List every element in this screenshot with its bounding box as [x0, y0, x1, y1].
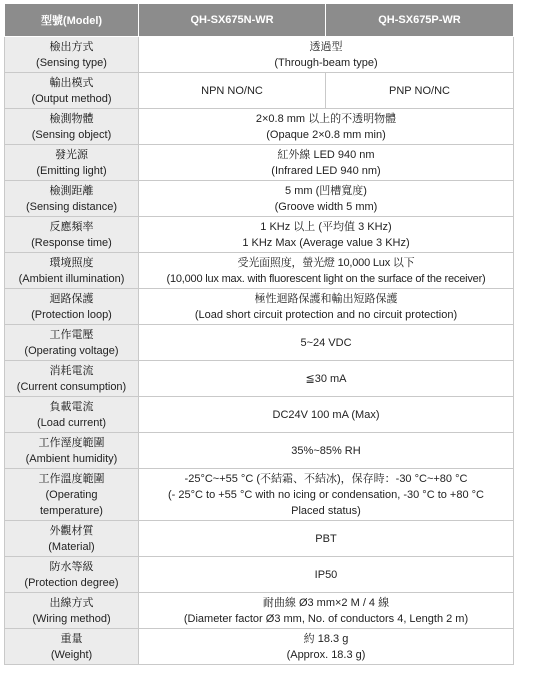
label-zh: 輸出模式 [49, 76, 94, 89]
label-en: (Emitting light) [36, 164, 107, 177]
table-row [5, 109, 514, 145]
value-line: (Diameter factor Ø3 mm, No. of conductors 4, Length 2 m) [183, 612, 469, 625]
value-line: (Opaque 2×0.8 mm min) [266, 128, 386, 141]
table-row [5, 181, 514, 217]
row-value [139, 593, 514, 629]
table-row [5, 469, 514, 521]
value-line: IP50 [314, 568, 338, 581]
row-value [139, 397, 514, 433]
table-row [5, 37, 514, 73]
label-zh: 環境照度 [49, 256, 94, 269]
label-en: (Sensing type) [36, 56, 107, 69]
row-value [139, 109, 514, 145]
row-value [139, 253, 514, 289]
row-value [139, 469, 514, 521]
row-value [139, 433, 514, 469]
model-npn-header: QH-SX675N-WR [139, 4, 326, 37]
value-line: (Groove width 5 mm) [274, 200, 378, 213]
table-row [5, 325, 514, 361]
value-line: 5 mm (凹槽寬度) [285, 184, 367, 197]
label-en: (Weight) [50, 648, 93, 661]
value-line: (Load short circuit protection and no circuit protection) [194, 308, 458, 321]
row-value [139, 521, 514, 557]
table-row [5, 253, 514, 289]
label-zh: 防水等級 [49, 560, 94, 573]
label-zh: 發光源 [55, 148, 88, 161]
model-pnp-header: QH-SX675P-WR [326, 4, 514, 37]
value-line: (Through-beam type) [274, 56, 378, 69]
table-row [5, 73, 514, 109]
label-en: temperature) [40, 504, 103, 517]
value-line: (Infrared LED 940 nm) [271, 164, 381, 177]
table-row [5, 593, 514, 629]
label-zh: 反應頻率 [49, 220, 94, 233]
label-en: (Protection degree) [24, 576, 119, 589]
header-row [5, 4, 514, 37]
label-en: (Sensing distance) [25, 200, 118, 213]
row-value [139, 217, 514, 253]
row-value [139, 181, 514, 217]
row-label [5, 397, 139, 433]
label-zh: 工作電壓 [49, 328, 94, 341]
value-line: 35%~85% RH [291, 444, 361, 457]
row-label [5, 73, 139, 109]
label-zh: 消耗電流 [49, 364, 94, 377]
value-line: PBT [315, 532, 337, 545]
table-row [5, 397, 514, 433]
label-zh: 外觀材質 [49, 524, 94, 537]
value-line: -25°C~+55 °C (不結霜、不結冰)，保存時：-30 °C~+80 °C [184, 472, 468, 485]
label-en: (Sensing object) [31, 128, 112, 141]
label-en: (Ambient humidity) [25, 452, 118, 465]
label-en: (Current consumption) [16, 380, 127, 393]
label-zh: 檢測距離 [49, 184, 94, 197]
value-line: DC24V 100 mA (Max) [272, 408, 380, 421]
value-line: (10,000 lux max. with fluorescent light on the surface of the receiver) [166, 272, 486, 285]
row-value [139, 557, 514, 593]
row-label [5, 629, 139, 665]
value-line: Placed status) [291, 504, 361, 517]
label-zh: 檢出方式 [49, 40, 94, 53]
table-row [5, 629, 514, 665]
row-value [139, 361, 514, 397]
row-label [5, 557, 139, 593]
table-row [5, 521, 514, 557]
label-zh: 負載電流 [49, 400, 94, 413]
value-line: 5~24 VDC [300, 336, 352, 349]
row-label [5, 109, 139, 145]
model-label-header: 型號(Model) [5, 4, 139, 37]
label-zh: 工作溼度範圍 [38, 436, 105, 449]
label-en: (Response time) [31, 236, 112, 249]
row-label [5, 521, 139, 557]
row-label [5, 37, 139, 73]
row-label [5, 469, 139, 521]
value-line: 極性迴路保護和輸出短路保護 [254, 292, 398, 305]
row-value [139, 325, 514, 361]
row-value [139, 289, 514, 325]
row-label [5, 593, 139, 629]
row-label [5, 325, 139, 361]
label-zh: 迴路保護 [49, 292, 94, 305]
row-value [139, 145, 514, 181]
value-line: 受光面照度，螢光燈 10,000 Lux 以下 [237, 256, 415, 269]
label-en: (Load current) [36, 416, 107, 429]
table-row [5, 361, 514, 397]
table-row [5, 557, 514, 593]
spec-table [4, 3, 514, 665]
label-zh: 出線方式 [49, 596, 94, 609]
label-en: (Ambient illumination) [18, 272, 125, 285]
table-row [5, 217, 514, 253]
value-line: 1 KHz 以上 (平均值 3 KHz) [260, 220, 392, 233]
value-line: (- 25°C to +55 °C with no icing or condensation, -30 °C to +80 °C [168, 488, 484, 501]
row-label [5, 253, 139, 289]
label-zh: 工作溫度範圍 [38, 472, 105, 485]
value-line: 2×0.8 mm 以上的不透明物體 [255, 112, 397, 125]
value-line: 1 KHz Max (Average value 3 KHz) [242, 236, 410, 249]
table-row [5, 433, 514, 469]
table-row [5, 289, 514, 325]
value-line: ≦30 mA [305, 372, 347, 385]
value-line: 透過型 [309, 40, 343, 53]
value-line: 耐曲線 Ø3 mm×2 M / 4 線 [262, 596, 390, 609]
label-zh: 檢測物體 [49, 112, 94, 125]
label-zh: 重量 [60, 632, 83, 645]
row-label [5, 361, 139, 397]
row-label [5, 145, 139, 181]
value-line: (Approx. 18.3 g) [286, 648, 366, 661]
label-en: (Operating [45, 488, 98, 501]
row-label [5, 433, 139, 469]
row-label [5, 181, 139, 217]
row-label [5, 217, 139, 253]
label-en: (Material) [48, 540, 95, 553]
row-value [139, 37, 514, 73]
row-value-pnp: PNP NO/NC [326, 73, 514, 109]
label-en: (Operating voltage) [24, 344, 119, 357]
value-line: 紅外線 LED 940 nm [277, 148, 375, 161]
label-en: (Output method) [31, 92, 112, 105]
value-line: 約 18.3 g [303, 632, 349, 645]
row-value-npn: NPN NO/NC [139, 73, 326, 109]
row-label [5, 289, 139, 325]
label-en: (Protection loop) [31, 308, 112, 321]
row-value [139, 629, 514, 665]
label-en: (Wiring method) [32, 612, 111, 625]
table-row [5, 145, 514, 181]
